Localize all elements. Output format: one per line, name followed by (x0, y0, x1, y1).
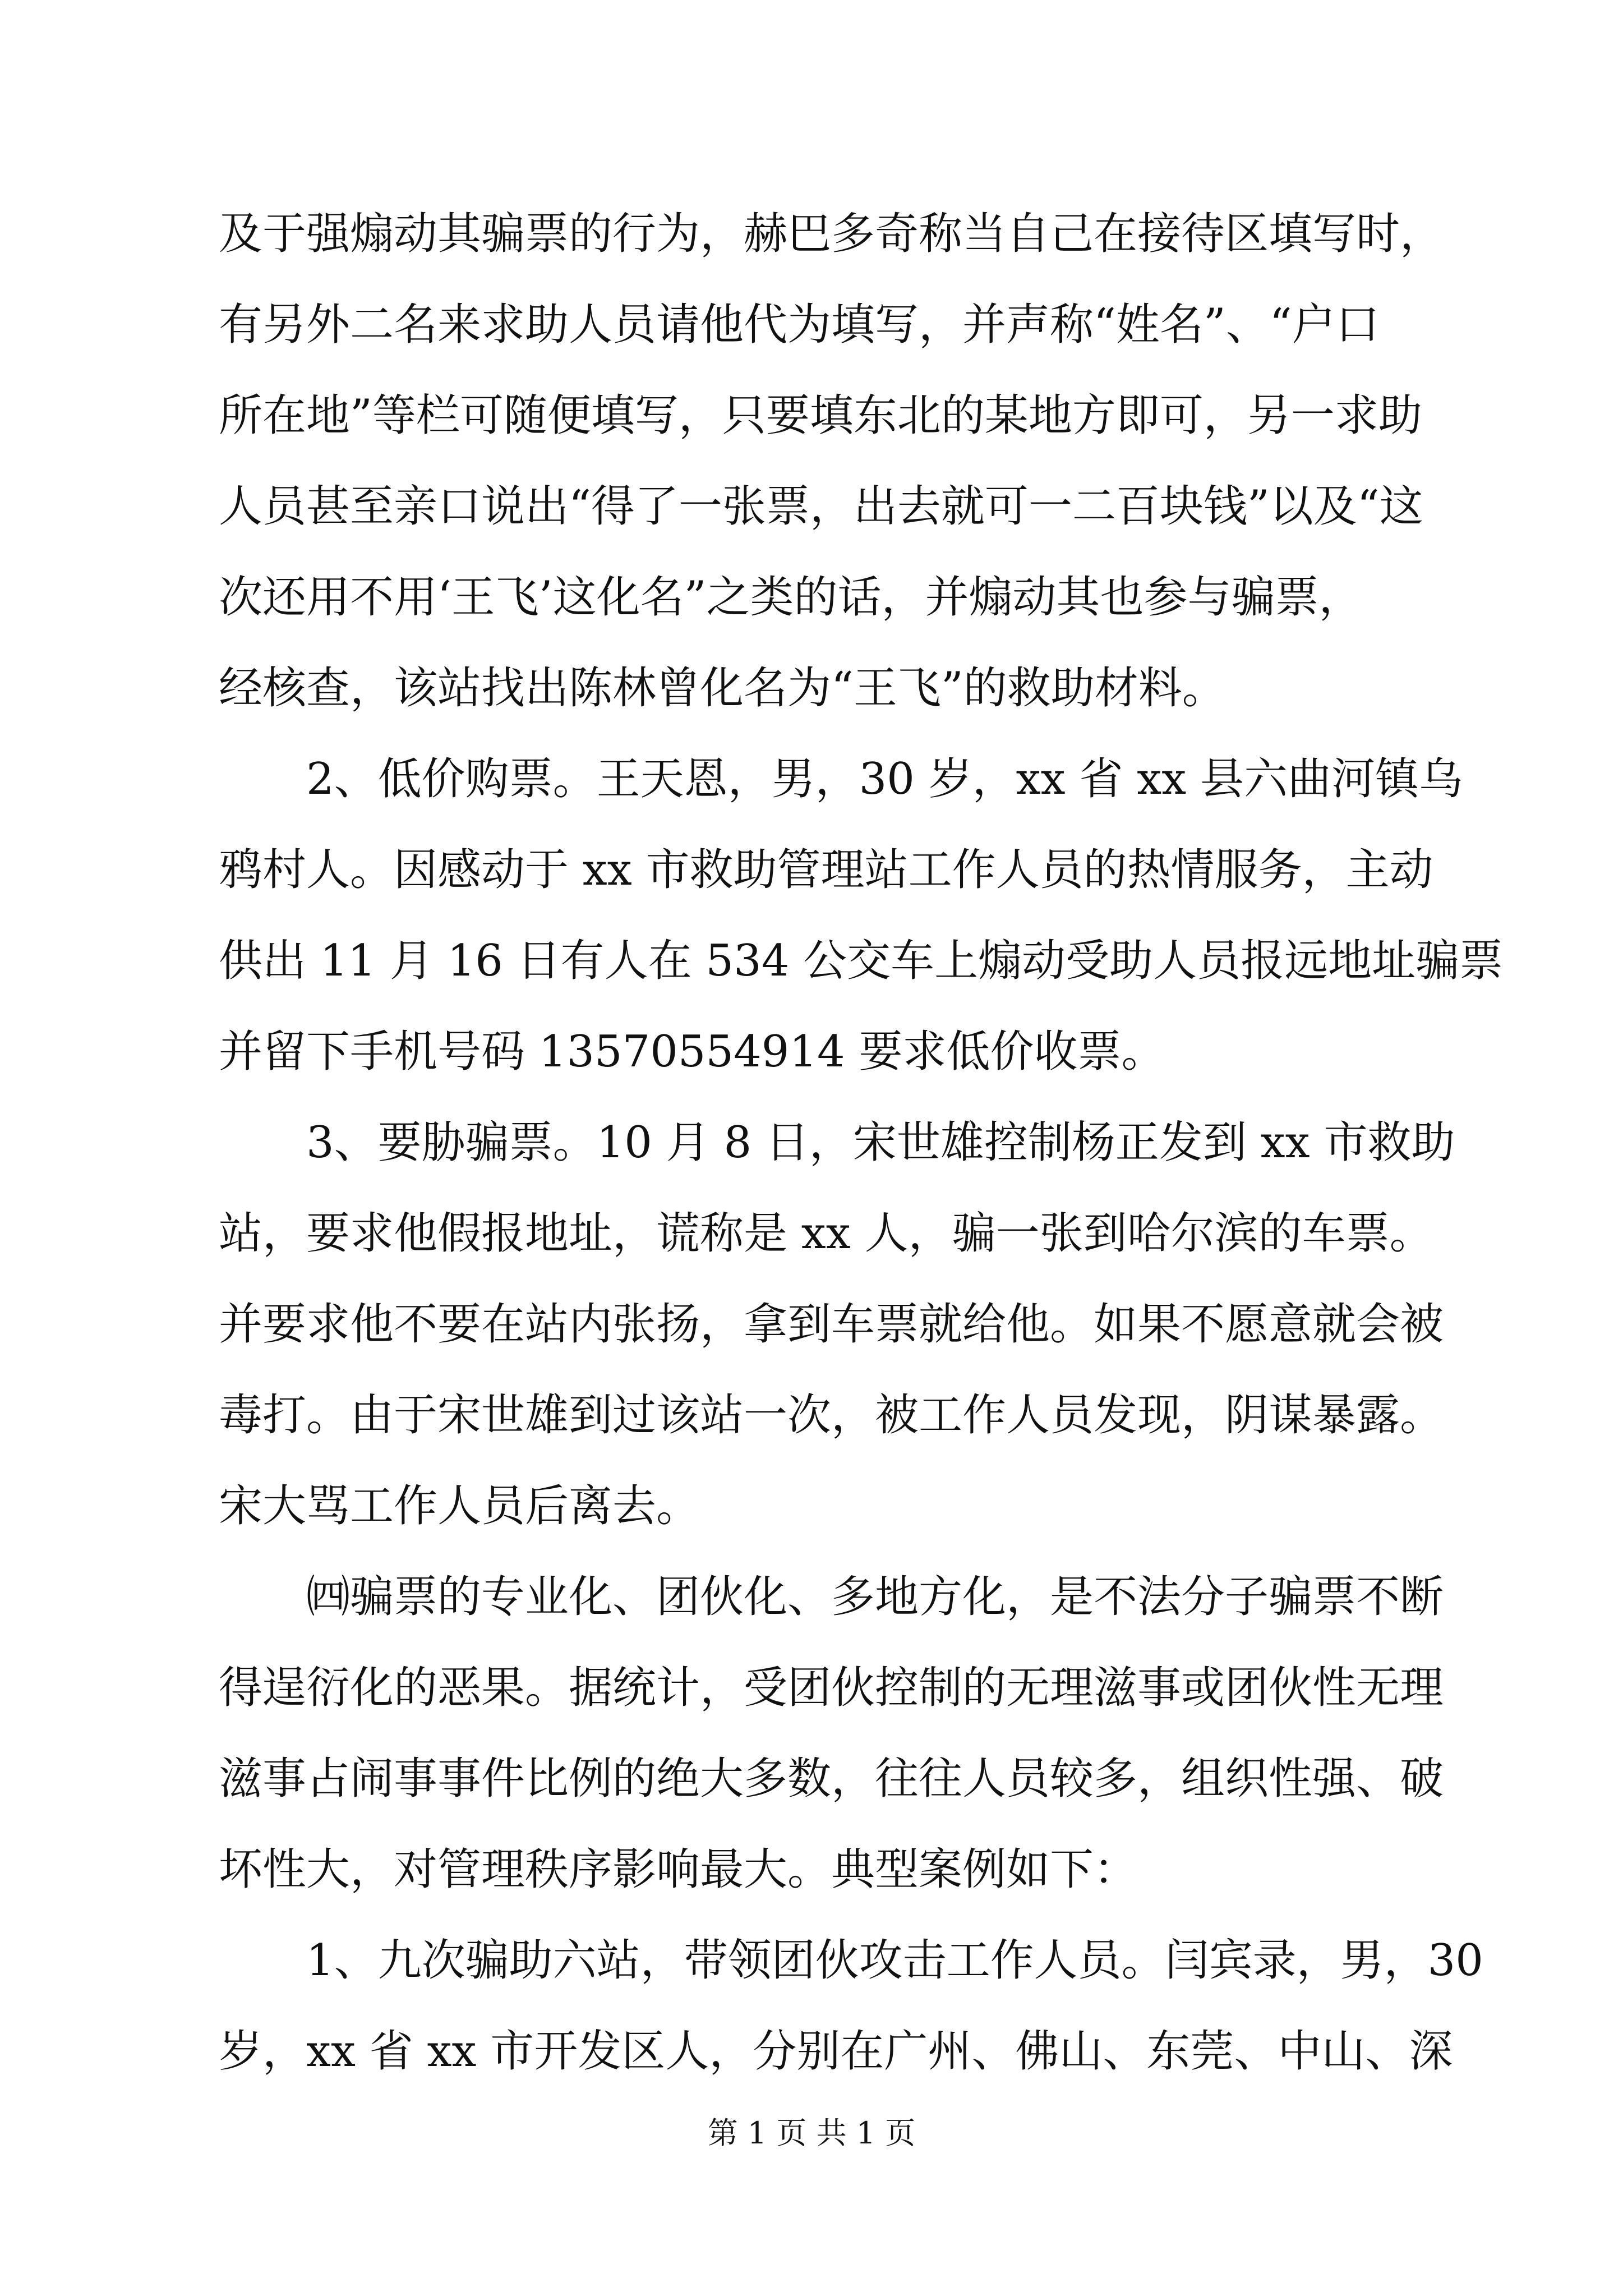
text-line: 次还用不用‘王飞’这化名”之类的话，并煽动其也参与骗票， (219, 572, 1363, 623)
text-line: 岁，xx 省 xx 市开发区人，分别在广州、佛山、东莞、中山、深 (219, 2026, 1453, 2077)
text-line: 所在地”等栏可随便填写，只要填东北的某地方即可，另一求助 (219, 390, 1422, 441)
text-line: 站，要求他假报地址，谎称是 xx 人，骗一张到哈尔滨的车票。 (219, 1208, 1433, 1259)
text-line: 经核查，该站找出陈林曾化名为“王飞”的救助材料。 (219, 663, 1226, 714)
text-line: 毒打。由于宋世雄到过该站一次，被工作人员发现，阴谋暴露。 (219, 1390, 1444, 1441)
text-line: 供出 11 月 16 日有人在 534 公交车上煽动受助人员报远地址骗票 (219, 936, 1504, 986)
text-line: 并要求他不要在站内张扬，拿到车票就给他。如果不愿意就会被 (219, 1299, 1444, 1350)
text-line: 3、要胁骗票。10 月 8 日，宋世雄控制杨正发到 xx 市救助 (306, 1117, 1455, 1168)
text-line: 并留下手机号码 13570554914 要求低价收票。 (219, 1027, 1165, 1077)
text-line: 有另外二名来求助人员请他代为填写，并声称“姓名”、“户口 (219, 300, 1380, 350)
text-line: 鸦村人。因感动于 xx 市救助管理站工作人员的热情服务，主动 (219, 845, 1433, 895)
text-line: 2、低价购票。王天恩，男，30 岁，xx 省 xx 县六曲河镇乌 (306, 754, 1463, 804)
text-line: 1、九次骗助六站，带领团伙攻击工作人员。闫宾录，男，30 (306, 1935, 1483, 1986)
page-number-footer: 第 1 页 共 1 页 (707, 2115, 916, 2151)
text-line: 及于强煽动其骗票的行为，赫巴多奇称当自己在接待区填写时， (219, 209, 1444, 259)
text-line: 坏性大，对管理秩序影响最大。典型案例如下： (219, 1844, 1138, 1895)
text-line: ㈣骗票的专业化、团伙化、多地方化，是不法分子骗票不断 (306, 1572, 1444, 1622)
text-line: 人员甚至亲口说出“得了一张票，出去就可一二百块钱”以及“这 (219, 481, 1423, 532)
text-line: 得逞衍化的恶果。据统计，受团伙控制的无理滋事或团伙性无理 (219, 1663, 1444, 1713)
text-line: 宋大骂工作人员后离去。 (219, 1481, 700, 1531)
text-line: 滋事占闹事事件比例的绝大多数，往往人员较多，组织性强、破 (219, 1754, 1444, 1804)
